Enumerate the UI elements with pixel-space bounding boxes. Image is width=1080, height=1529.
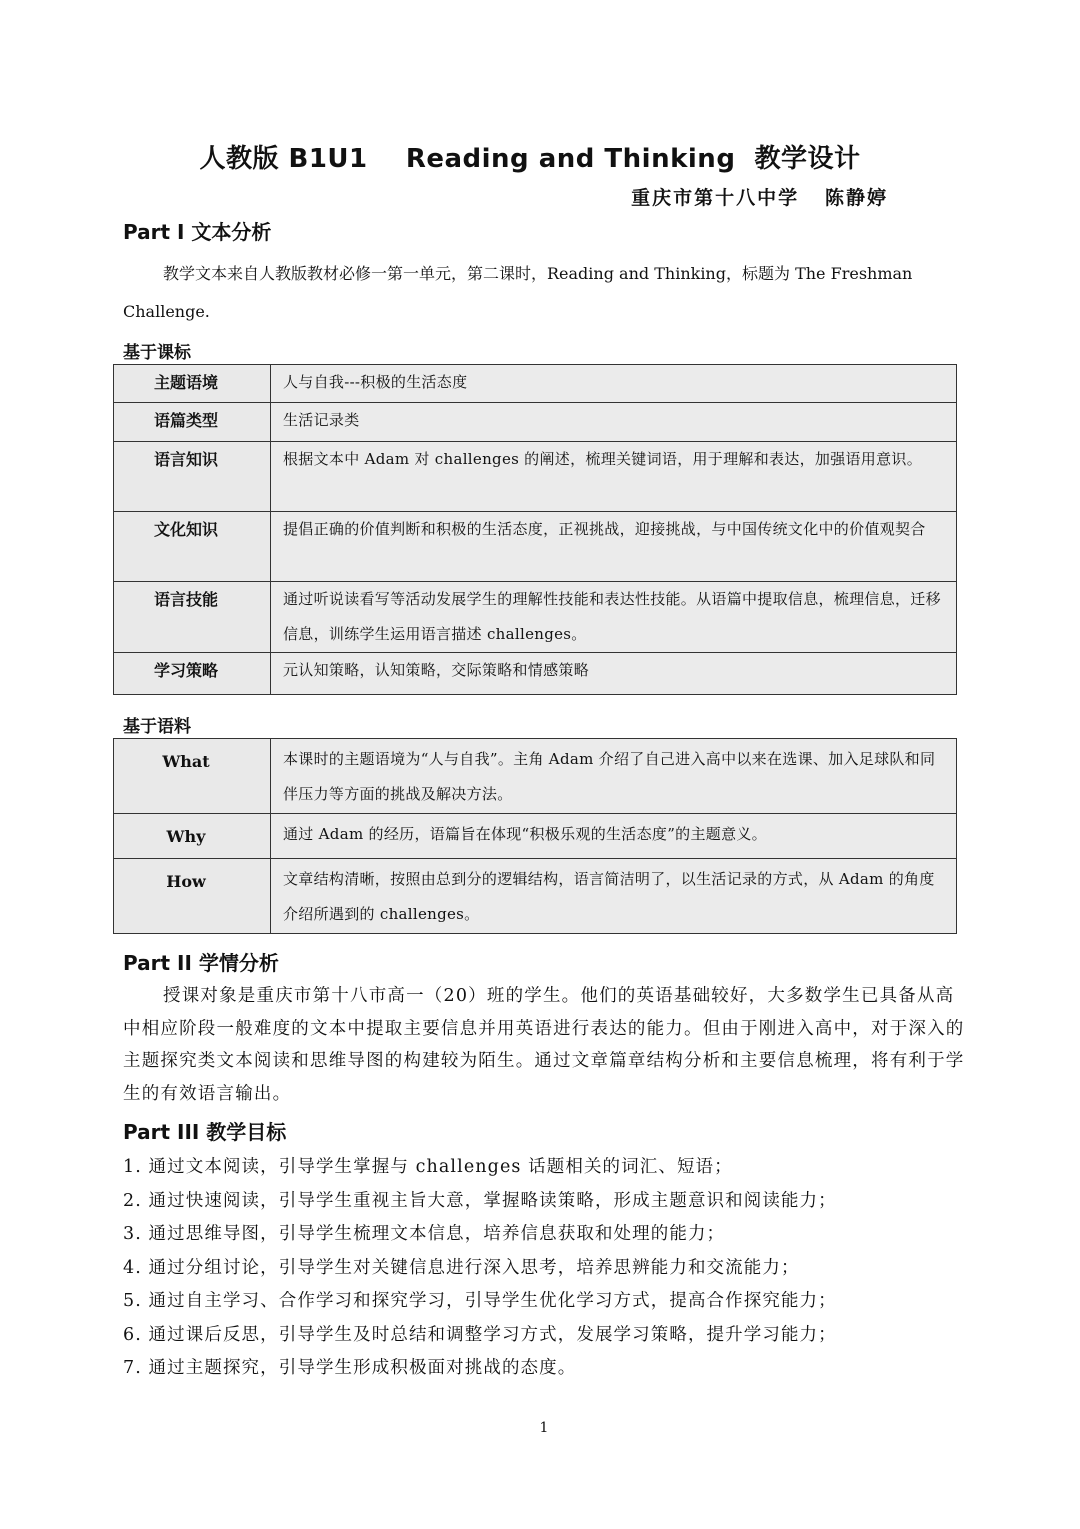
table-row xyxy=(114,442,957,512)
row-label: How xyxy=(114,859,271,934)
part1-intro: 教学文本来自人教版教材必修一第一单元，第二课时，Reading and Thinking，标题为 The Freshman Challenge. xyxy=(123,264,913,321)
row-label: 语篇类型 xyxy=(114,403,271,442)
row-label: 语言知识 xyxy=(114,442,271,512)
author-line: 重庆市第十八中学 陈静婷 xyxy=(631,187,888,209)
list-item: 5. 通过自主学习、合作学习和探究学习，引导学生优化学习方式，提高合作探究能力； xyxy=(123,1291,837,1311)
part2-paragraph: 授课对象是重庆市第十八市高一（20）班的学生。他们的英语基础较好，大多数学生已具备从高中相应阶段一般难度的文本中提取主要信息并用英语进行表达的能力。但由于刚进入高中，对于深入的主题探究类文本阅读和思维导图的构建较为陌生。通过文章篇章结构分析和主要信息梳理，将有利于学生的有效语言输出。 xyxy=(123,986,965,1104)
table-row xyxy=(114,653,957,695)
table-row xyxy=(114,403,957,442)
corpus-table xyxy=(113,738,957,934)
row-content: 生活记录类 xyxy=(271,403,957,442)
curriculum-table xyxy=(113,364,957,695)
table-row xyxy=(114,859,957,934)
part1-heading: Part I 文本分析 xyxy=(123,220,272,244)
page-number: 1 xyxy=(539,1420,549,1436)
row-content: 人与自我---积极的生活态度 xyxy=(271,365,957,403)
row-label: 文化知识 xyxy=(114,512,271,582)
table2-heading: 基于语料 xyxy=(123,717,191,737)
row-label: Why xyxy=(114,814,271,859)
row-content: 通过听说读看写等活动发展学生的理解性技能和表达性技能。从语篇中提取信息，梳理信息，迁移信息，训练学生运用语言描述 challenges。 xyxy=(271,582,957,653)
table-row xyxy=(114,582,957,653)
list-item: 1. 通过文本阅读，引导学生掌握与 challenges 话题相关的词汇、短语； xyxy=(123,1157,733,1177)
table-row xyxy=(114,814,957,859)
list-item: 6. 通过课后反思，引导学生及时总结和调整学习方式，发展学习策略，提升学习能力； xyxy=(123,1324,837,1345)
table-row xyxy=(114,739,957,814)
list-item: 7. 通过主题探究，引导学生形成积极面对挑战的态度。 xyxy=(123,1358,577,1378)
row-label: 语言技能 xyxy=(114,582,271,653)
table1-heading: 基于课标 xyxy=(123,343,191,363)
list-item: 4. 通过分组讨论，引导学生对关键信息进行深入思考，培养思辨能力和交流能力； xyxy=(123,1257,800,1278)
row-content: 本课时的主题语境为“人与自我”。主角 Adam 介绍了自己进入高中以来在选课、加入足球队和同伴压力等方面的挑战及解决方法。 xyxy=(271,739,957,814)
row-label: 主题语境 xyxy=(114,365,271,403)
row-content: 提倡正确的价值判断和积极的生活态度，正视挑战，迎接挑战，与中国传统文化中的价值观契合 xyxy=(271,512,957,582)
document-title: 人教版 B1U1 Reading and Thinking 教学设计 xyxy=(199,144,861,174)
part2-heading: Part II 学情分析 xyxy=(123,951,279,975)
list-item: 3. 通过思维导图，引导学生梳理文本信息，培养信息获取和处理的能力； xyxy=(123,1224,726,1244)
table-row xyxy=(114,365,957,403)
table-row xyxy=(114,512,957,582)
row-content: 通过 Adam 的经历，语篇旨在体现“积极乐观的生活态度”的主题意义。 xyxy=(271,814,957,859)
part3-heading: Part III 教学目标 xyxy=(123,1120,287,1144)
row-content: 文章结构清晰，按照由总到分的逻辑结构，语言简洁明了，以生活记录的方式，从 Adam 的角度介绍所遇到的 challenges。 xyxy=(271,859,957,934)
row-label: What xyxy=(114,739,271,814)
row-label: 学习策略 xyxy=(114,653,271,695)
list-item: 2. 通过快速阅读，引导学生重视主旨大意，掌握略读策略，形成主题意识和阅读能力； xyxy=(123,1190,837,1211)
row-content: 元认知策略，认知策略，交际策略和情感策略 xyxy=(271,653,957,695)
goals-list xyxy=(123,1151,973,1386)
row-content: 根据文本中 Adam 对 challenges 的阐述，梳理关键词语，用于理解和表达，加强语用意识。 xyxy=(271,442,957,512)
